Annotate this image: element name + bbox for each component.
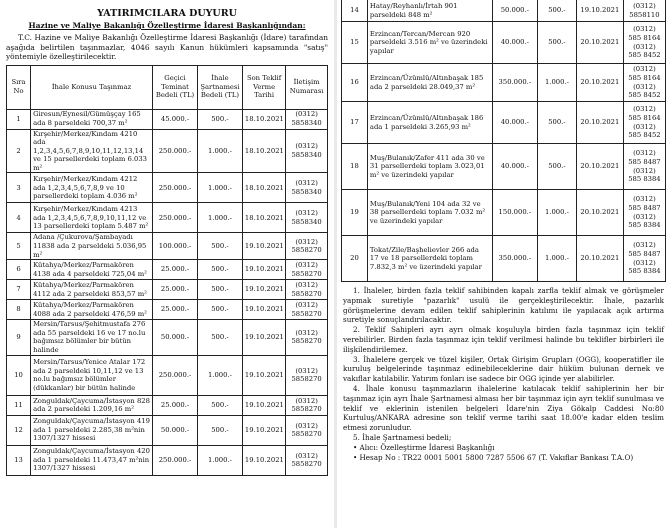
row-sartname: 1.000.-: [197, 129, 242, 173]
announcement-title: YATIRIMCILARA DUYURU: [97, 8, 237, 19]
row-teminat: 250.000.-: [153, 173, 198, 203]
row-deadline: 20.10.2021: [576, 236, 623, 282]
row-no: 15: [342, 22, 368, 64]
row-sartname: 500.-: [538, 102, 577, 144]
row-description: Mersin/Tarsus/Şehitmustafa 276 ada 55 parseldeki 16 ve 17 no.lu bağımsız bölümler bir bütün halinde: [31, 320, 153, 355]
row-teminat: 25.000.-: [153, 280, 198, 300]
row-no: 19: [342, 190, 368, 236]
table-row: [342, 190, 666, 236]
row-teminat: 250.000.-: [153, 355, 198, 395]
row-deadline: 18.10.2021: [242, 109, 285, 129]
row-sartname: 500.-: [538, 0, 577, 22]
header-no: Sıra No: [7, 65, 31, 109]
row-phone: (0312) 585 8164 (0312) 585 8452: [623, 102, 665, 144]
row-description: Zonguldak/Çaycuma/İstasyon 419 ada 1 parseldeki 2.285,38 m²nin 1307/1327 hissesi: [31, 415, 153, 445]
row-description: Erzincan/Tercan/Mercan 920 parseldeki 3.516 m² ve üzerindeki yapılar: [367, 22, 492, 64]
table-row: [7, 415, 328, 445]
row-sartname: 500.-: [197, 280, 242, 300]
row-phone: (0312) 585 8487 (0312) 585 8384: [623, 190, 665, 236]
row-no: 20: [342, 236, 368, 282]
row-no: 1: [7, 109, 31, 129]
row-teminat: 25.000.-: [153, 300, 198, 320]
row-phone: (0312) 5858340: [286, 109, 328, 129]
note-paragraph: 4. İhale konusu taşınmazların ihalelerine katılacak teklif sahiplerinin her bir taşınmaz için ayrı İhale Şartnamesi alması her bir taşınmaz için ayrı teklif sunulması ve teklif ve eklerinin istenilen belgeleri İdare'nin Ziya Gökalp Caddesi No:80 Kurtuluş/ANKARA adresine son teklif verme tarihi saat 18.00'e kadar elden teslim etmesi zorunludur.: [343, 383, 664, 433]
row-no: 4: [7, 203, 31, 233]
row-description: Zonguldak/Çaycuma/İstasyon 828 ada 2 parseldeki 1.209,16 m²: [31, 395, 153, 415]
tender-notes: [341, 286, 666, 462]
right-page: [337, 0, 670, 528]
table-row: [7, 320, 328, 355]
row-no: 18: [342, 144, 368, 190]
table-row: [7, 129, 328, 173]
header-tel: İletişim Numarası: [286, 65, 328, 109]
row-description: Kütahya/Merkez/Parmakören 4138 ada 4 parseldeki 725,04 m²: [31, 260, 153, 280]
table-row: [7, 233, 328, 260]
table-row: [7, 395, 328, 415]
row-phone: (0312) 5858340: [286, 173, 328, 203]
row-description: Kırşehir/Merkez/Kındam 4210 ada 1,2,3,4,5,6,7,8,9,10,11,12,13,14 ve 15 parsellerdeki toplam 6.033 m²: [31, 129, 153, 173]
header-tarih: Son Teklif Verme Tarihi: [242, 65, 285, 109]
table-row: [7, 109, 328, 129]
row-deadline: 20.10.2021: [576, 22, 623, 64]
table-row: [7, 280, 328, 300]
row-teminat: 50.000.-: [492, 0, 537, 22]
row-sartname: 500.-: [197, 415, 242, 445]
row-no: 14: [342, 0, 368, 22]
row-sartname: 500.-: [197, 320, 242, 355]
row-description: Kütahya/Merkez/Parmakören 4112 ada 2 parseldeki 853,57 m²: [31, 280, 153, 300]
row-deadline: 19.10.2021: [242, 445, 285, 475]
announcement-intro: T.C. Hazine ve Maliye Bakanlığı Özelleştirme İdaresi Başkanlığı (İdare) tarafından aşağıda belirtilen taşınmazlar, 4046 sayılı Kanun hükümleri kapsamında "satış" yöntemiyle özelleştirilecektir.: [6, 33, 328, 61]
row-phone: (0312) 5858340: [286, 129, 328, 173]
row-description: Muş/Bulanık/Zafer 411 ada 30 ve 31 parsellerdeki toplam 3.023,01 m² ve üzerindeki yapılar: [367, 144, 492, 190]
table-row: [342, 144, 666, 190]
row-no: 11: [7, 395, 31, 415]
row-sartname: 500.-: [197, 260, 242, 280]
row-sartname: 500.-: [197, 109, 242, 129]
row-description: Kütahya/Merkez/Parmakören 4088 ada 2 parseldeki 476,59 m²: [31, 300, 153, 320]
left-page: [0, 0, 334, 528]
row-sartname: 1.000.-: [538, 236, 577, 282]
row-phone: (0312) 5858270: [286, 445, 328, 475]
table-row: [342, 102, 666, 144]
row-teminat: 250.000.-: [153, 129, 198, 173]
row-teminat: 25.000.-: [153, 260, 198, 280]
row-sartname: 1.000.-: [197, 445, 242, 475]
row-teminat: 40.000.-: [492, 102, 537, 144]
row-sartname: 500.-: [197, 395, 242, 415]
table-row: [342, 236, 666, 282]
row-sartname: 500.-: [538, 22, 577, 64]
row-description: Zonguldak/Çaycuma/İstasyon 420 ada 1 parseldeki 11.473,47 m²nin 1307/1327 hissesi: [31, 445, 153, 475]
note-paragraph: 5. İhale Şartnamesi bedeli;: [353, 432, 452, 442]
row-phone: (0312) 5858110: [623, 0, 665, 22]
row-phone: (0312) 585 8487 (0312) 585 8384: [623, 236, 665, 282]
row-phone: (0312) 585 8164 (0312) 585 8452: [623, 22, 665, 64]
row-deadline: 19.10.2021: [242, 415, 285, 445]
row-phone: (0312) 5858270: [286, 280, 328, 300]
row-no: 17: [342, 102, 368, 144]
note-paragraph: • Hesap No : TR22 0001 5001 5800 7287 5506 67 (T. Vakıflar Bankası T.A.O): [353, 452, 634, 462]
row-teminat: 50.000.-: [153, 415, 198, 445]
row-deadline: 20.10.2021: [576, 144, 623, 190]
row-deadline: 20.10.2021: [576, 64, 623, 102]
row-description: Giresun/Eynesil/Gümüşçay 165 ada 8 parseldeki 700,37 m²: [31, 109, 153, 129]
row-sartname: 500.-: [197, 233, 242, 260]
header-desc: İhale Konusu Taşınmaz: [31, 65, 153, 109]
row-teminat: 350.000.-: [492, 236, 537, 282]
table-row: [7, 355, 328, 395]
table-row: [7, 300, 328, 320]
property-table-right: [341, 0, 666, 282]
row-deadline: 20.10.2021: [576, 102, 623, 144]
row-description: Kırşehir/Merkez/Kındam 4213 ada 1,2,3,4,5,6,7,8,9,10,11,12 ve 13 parsellerdeki toplam 5.487 m²: [31, 203, 153, 233]
property-table-left: [6, 65, 328, 476]
row-deadline: 19.10.2021: [242, 300, 285, 320]
row-phone: (0312) 5858270: [286, 415, 328, 445]
row-sartname: 1.000.-: [538, 190, 577, 236]
row-phone: (0312) 5858270: [286, 355, 328, 395]
row-deadline: 20.10.2021: [576, 190, 623, 236]
row-no: 5: [7, 233, 31, 260]
row-phone: (0312) 5858270: [286, 395, 328, 415]
row-teminat: 250.000.-: [153, 203, 198, 233]
announcement-subtitle: Hazine ve Maliye Bakanlığı Özelleştirme İdaresi Başkanlığından:: [28, 21, 306, 30]
table-row: [7, 260, 328, 280]
row-no: 16: [342, 64, 368, 102]
row-teminat: 150.000.-: [492, 190, 537, 236]
row-no: 3: [7, 173, 31, 203]
row-description: Erzincan/Üzümlü/Altınbaşak 186 ada 1 parseldeki 3.265,93 m²: [367, 102, 492, 144]
row-teminat: 40.000.-: [492, 22, 537, 64]
row-sartname: 1.000.-: [197, 173, 242, 203]
table-row: [342, 64, 666, 102]
row-phone: (0312) 585 8164 (0312) 585 8452: [623, 64, 665, 102]
row-teminat: 100.000.-: [153, 233, 198, 260]
row-deadline: 18.10.2021: [242, 203, 285, 233]
row-description: Hatay/Reyhanlı/İrtah 901 parseldeki 848 m²: [367, 0, 492, 22]
row-no: 9: [7, 320, 31, 355]
row-phone: (0312) 585 8487 (0312) 585 8384: [623, 144, 665, 190]
row-teminat: 250.000.-: [153, 445, 198, 475]
table-row: [342, 22, 666, 64]
row-teminat: 50.000.-: [153, 320, 198, 355]
row-deadline: 18.10.2021: [242, 129, 285, 173]
row-teminat: 25.000.-: [153, 395, 198, 415]
row-no: 8: [7, 300, 31, 320]
row-deadline: 19.10.2021: [242, 355, 285, 395]
table-row: [342, 0, 666, 22]
row-deadline: 19.10.2021: [242, 395, 285, 415]
row-deadline: 19.10.2021: [242, 280, 285, 300]
row-description: Erzincan/Üzümlü/Altınbaşak 185 ada 2 parseldeki 28.049,37 m²: [367, 64, 492, 102]
table-row: [7, 203, 328, 233]
row-no: 13: [7, 445, 31, 475]
row-sartname: 500.-: [538, 144, 577, 190]
row-teminat: 350.000.-: [492, 64, 537, 102]
row-description: Tokat/Zile/Başhelievler 266 ada 17 ve 18 parsellerdeki toplam 7.832,3 m² ve üzerindeki yapılar: [367, 236, 492, 282]
row-description: Adana /Çukurova/Şambayadı 11838 ada 2 parseldeki 5.036,95 m²: [31, 233, 153, 260]
table-row: [7, 445, 328, 475]
row-sartname: 1.000.-: [197, 355, 242, 395]
row-no: 6: [7, 260, 31, 280]
note-paragraph: 2. Teklif Sahipleri ayrı ayrı olmak koşuluyla birden fazla taşınmaz için teklif verebilirler. Birden fazla taşınmaz için teklif verilmesi halinde bu teklifler birbirleri ile ilişkilendirilemez.: [343, 325, 664, 354]
row-no: 2: [7, 129, 31, 173]
row-phone: (0312) 5858270: [286, 233, 328, 260]
row-sartname: 1.000.-: [538, 64, 577, 102]
row-sartname: 500.-: [197, 300, 242, 320]
row-phone: (0312) 5858340: [286, 203, 328, 233]
row-description: Kırşehir/Merkez/Kındam 4212 ada 1,2,3,4,5,6,7,8,9 ve 10 parsellerdeki toplam 4.036 m²: [31, 173, 153, 203]
row-teminat: 40.000.-: [492, 144, 537, 190]
row-description: Mersin/Tarsus/Yenice Atalar 172 ada 2 parseldeki 10,11,12 ve 13 no.lu bağımsız bölümler (dükkanlar) bir bütün halinde: [31, 355, 153, 395]
row-deadline: 19.10.2021: [242, 260, 285, 280]
row-no: 10: [7, 355, 31, 395]
table-row: [7, 173, 328, 203]
header-teminat: Geçici Teminat Bedeli (TL): [153, 65, 198, 109]
row-sartname: 1.000.-: [197, 203, 242, 233]
row-no: 12: [7, 415, 31, 445]
note-paragraph: • Alıcı: Özelleştirme İdaresi Başkanlığı: [353, 442, 495, 452]
row-phone: (0312) 5858270: [286, 260, 328, 280]
row-no: 7: [7, 280, 31, 300]
row-deadline: 18.10.2021: [242, 173, 285, 203]
row-deadline: 19.10.2021: [242, 320, 285, 355]
table-header-row: [7, 65, 328, 109]
note-paragraph: 3. İhalelere gerçek ve tüzel kişiler, Ortak Girişim Grupları (OGG), kooperatifler ile kuruluş belgelerinde taşınmaz edinebileceklerine dair hüküm bulunan dernek ve vakıflar katılabilir. Yatırım fonları ise sadece bir OGG içinde yer alabilirler.: [343, 354, 664, 384]
row-phone: (0312) 5858270: [286, 300, 328, 320]
row-teminat: 45.000.-: [153, 109, 198, 129]
row-deadline: 19.10.2021: [576, 0, 623, 22]
header-sartname: İhale Şartnamesi Bedeli (TL): [197, 65, 242, 109]
row-deadline: 19.10.2021: [242, 233, 285, 260]
row-description: Muş/Bulanık/Yeni 104 ada 32 ve 38 parsellerdeki toplam 7.032 m² ve üzerindeki yapılar: [367, 190, 492, 236]
row-phone: (0312) 5858270: [286, 320, 328, 355]
note-paragraph: 1. İhaleler, birden fazla teklif sahibinden kapalı zarfla teklif almak ve görüşmeler yapmak suretiyle "pazarlık" usulü ile gerçekleştirilecektir. İhale, pazarlık görüşmelerine devam edilen teklif sahiplerinin katılımı ile yapılacak açık artırma suretiyle sonuçlandırılacaktır.: [343, 286, 664, 325]
